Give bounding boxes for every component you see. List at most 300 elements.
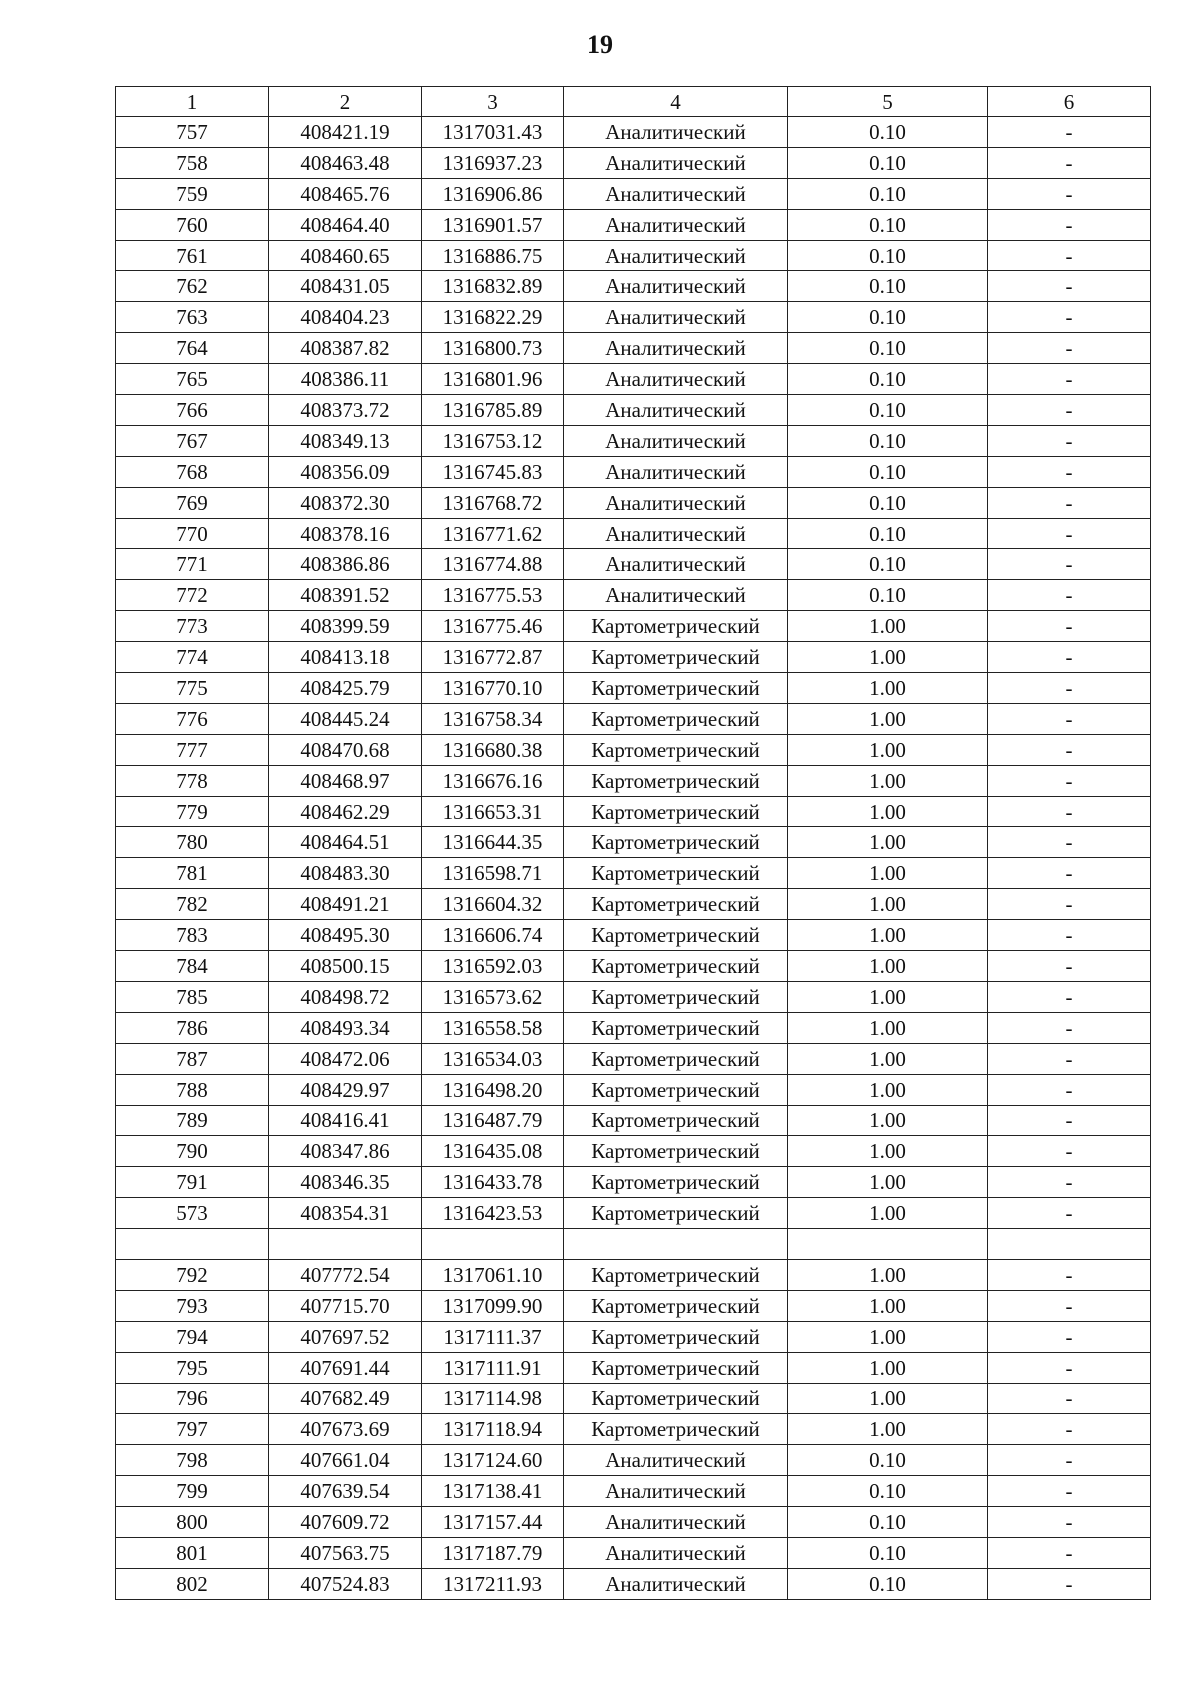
cell-method: Картометрический: [564, 858, 788, 889]
cell-point-number: 797: [116, 1414, 269, 1445]
cell-accuracy: 1.00: [788, 1198, 988, 1229]
cell-coord-y: 1316433.78: [422, 1167, 564, 1198]
cell-method: Аналитический: [564, 1476, 788, 1507]
cell-point-number: 759: [116, 178, 269, 209]
cell-coord-x: 408445.24: [269, 703, 422, 734]
cell-accuracy: 1.00: [788, 796, 988, 827]
cell-coord-x: 407691.44: [269, 1352, 422, 1383]
header-cell-5: 5: [788, 87, 988, 117]
table-row: [116, 889, 1151, 920]
cell-note: -: [988, 302, 1151, 333]
cell-note: -: [988, 1383, 1151, 1414]
cell-note: -: [988, 1198, 1151, 1229]
cell-coord-x: 408465.76: [269, 178, 422, 209]
cell-coord-x: 408425.79: [269, 673, 422, 704]
cell-method: Аналитический: [564, 395, 788, 426]
cell-coord-y: 1316901.57: [422, 209, 564, 240]
cell-point-number: 764: [116, 333, 269, 364]
cell-coord-y: 1316906.86: [422, 178, 564, 209]
cell-method: Картометрический: [564, 1198, 788, 1229]
cell-coord-x: 408372.30: [269, 487, 422, 518]
cell-note: -: [988, 1507, 1151, 1538]
cell-point-number: 788: [116, 1074, 269, 1105]
cell-point-number: 573: [116, 1198, 269, 1229]
table-row: [116, 734, 1151, 765]
cell-point-number: 782: [116, 889, 269, 920]
header-cell-4: 4: [564, 87, 788, 117]
cell-note: -: [988, 456, 1151, 487]
cell-accuracy: 1.00: [788, 1414, 988, 1445]
cell-coord-y: 1316785.89: [422, 395, 564, 426]
cell-coord-y: 1316604.32: [422, 889, 564, 920]
table-row: [116, 1445, 1151, 1476]
cell-accuracy: 0.10: [788, 456, 988, 487]
cell-point-number: 762: [116, 271, 269, 302]
cell-accuracy: 1.00: [788, 1321, 988, 1352]
cell-coord-y: 1317157.44: [422, 1507, 564, 1538]
cell-method: Картометрический: [564, 673, 788, 704]
cell-note: [988, 1229, 1151, 1260]
cell-note: -: [988, 487, 1151, 518]
cell-note: -: [988, 765, 1151, 796]
table-row: [116, 117, 1151, 148]
cell-method: Аналитический: [564, 456, 788, 487]
cell-method: Картометрический: [564, 981, 788, 1012]
table-row: [116, 1321, 1151, 1352]
table-row: [116, 673, 1151, 704]
cell-coord-y: 1316832.89: [422, 271, 564, 302]
cell-point-number: 794: [116, 1321, 269, 1352]
cell-note: -: [988, 611, 1151, 642]
cell-coord-y: 1316598.71: [422, 858, 564, 889]
cell-point-number: 768: [116, 456, 269, 487]
cell-coord-y: 1316435.08: [422, 1136, 564, 1167]
table-row: [116, 1198, 1151, 1229]
cell-method: Аналитический: [564, 1445, 788, 1476]
cell-accuracy: 1.00: [788, 1105, 988, 1136]
cell-coord-x: 407661.04: [269, 1445, 422, 1476]
cell-method: Аналитический: [564, 117, 788, 148]
cell-method: Аналитический: [564, 271, 788, 302]
cell-point-number: 771: [116, 549, 269, 580]
cell-method: Картометрический: [564, 1074, 788, 1105]
cell-note: -: [988, 1136, 1151, 1167]
cell-accuracy: 1.00: [788, 642, 988, 673]
cell-coord-y: 1316774.88: [422, 549, 564, 580]
cell-coord-y: 1317111.37: [422, 1321, 564, 1352]
cell-accuracy: 0.10: [788, 518, 988, 549]
cell-coord-x: 407682.49: [269, 1383, 422, 1414]
table-row: [116, 240, 1151, 271]
cell-accuracy: 1.00: [788, 1012, 988, 1043]
cell-point-number: 781: [116, 858, 269, 889]
cell-note: -: [988, 1352, 1151, 1383]
cell-accuracy: 0.10: [788, 1507, 988, 1538]
cell-coord-x: 408460.65: [269, 240, 422, 271]
cell-coord-y: 1316886.75: [422, 240, 564, 271]
cell-method: Картометрический: [564, 1321, 788, 1352]
cell-coord-x: 408464.51: [269, 827, 422, 858]
cell-coord-y: 1317099.90: [422, 1290, 564, 1321]
cell-coord-y: 1316573.62: [422, 981, 564, 1012]
cell-accuracy: 1.00: [788, 1352, 988, 1383]
table-row: [116, 364, 1151, 395]
table-row: [116, 487, 1151, 518]
table-row: [116, 271, 1151, 302]
cell-accuracy: 1.00: [788, 858, 988, 889]
cell-point-number: 767: [116, 425, 269, 456]
cell-coord-y: 1316558.58: [422, 1012, 564, 1043]
cell-method: Картометрический: [564, 1105, 788, 1136]
cell-method: Картометрический: [564, 889, 788, 920]
cell-method: Аналитический: [564, 178, 788, 209]
cell-coord-x: 408431.05: [269, 271, 422, 302]
table-row: [116, 1507, 1151, 1538]
cell-coord-x: 408378.16: [269, 518, 422, 549]
cell-accuracy: 0.10: [788, 1537, 988, 1568]
cell-coord-x: 408399.59: [269, 611, 422, 642]
cell-method: Картометрический: [564, 1352, 788, 1383]
cell-coord-x: 408468.97: [269, 765, 422, 796]
cell-coord-y: 1316800.73: [422, 333, 564, 364]
cell-method: Аналитический: [564, 580, 788, 611]
cell-coord-x: 407697.52: [269, 1321, 422, 1352]
cell-accuracy: 1.00: [788, 734, 988, 765]
cell-coord-x: 408421.19: [269, 117, 422, 148]
cell-coord-y: 1316937.23: [422, 147, 564, 178]
header-cell-6: 6: [988, 87, 1151, 117]
cell-note: -: [988, 1414, 1151, 1445]
cell-method: Картометрический: [564, 1167, 788, 1198]
coordinates-table: [115, 86, 1151, 1600]
cell-accuracy: 0.10: [788, 1445, 988, 1476]
cell-coord-x: 408349.13: [269, 425, 422, 456]
cell-coord-x: 408387.82: [269, 333, 422, 364]
cell-point-number: 769: [116, 487, 269, 518]
table-row: [116, 1568, 1151, 1599]
cell-accuracy: 0.10: [788, 178, 988, 209]
cell-method: Аналитический: [564, 487, 788, 518]
cell-accuracy: 1.00: [788, 1259, 988, 1290]
cell-coord-x: 408413.18: [269, 642, 422, 673]
cell-note: -: [988, 1167, 1151, 1198]
cell-note: -: [988, 425, 1151, 456]
cell-coord-x: 408495.30: [269, 920, 422, 951]
cell-accuracy: 1.00: [788, 765, 988, 796]
cell-accuracy: 0.10: [788, 333, 988, 364]
cell-method: Аналитический: [564, 549, 788, 580]
cell-accuracy: 0.10: [788, 1476, 988, 1507]
cell-method: Картометрический: [564, 1012, 788, 1043]
cell-point-number: 787: [116, 1043, 269, 1074]
cell-coord-y: 1316768.72: [422, 487, 564, 518]
cell-coord-x: 408472.06: [269, 1043, 422, 1074]
table-row: [116, 333, 1151, 364]
cell-method: Картометрический: [564, 1043, 788, 1074]
header-cell-3: 3: [422, 87, 564, 117]
cell-accuracy: 0.10: [788, 425, 988, 456]
header-cell-2: 2: [269, 87, 422, 117]
table-row: [116, 1383, 1151, 1414]
cell-accuracy: 0.10: [788, 302, 988, 333]
table-row: [116, 1259, 1151, 1290]
cell-accuracy: 0.10: [788, 1568, 988, 1599]
cell-method: Картометрический: [564, 765, 788, 796]
cell-point-number: 791: [116, 1167, 269, 1198]
cell-method: Аналитический: [564, 302, 788, 333]
cell-accuracy: 1.00: [788, 889, 988, 920]
cell-note: -: [988, 981, 1151, 1012]
cell-coord-x: 408416.41: [269, 1105, 422, 1136]
cell-point-number: 784: [116, 951, 269, 982]
cell-accuracy: 1.00: [788, 1167, 988, 1198]
cell-coord-y: 1316772.87: [422, 642, 564, 673]
table-row: [116, 858, 1151, 889]
cell-note: -: [988, 271, 1151, 302]
cell-accuracy: 1.00: [788, 611, 988, 642]
table-row: [116, 951, 1151, 982]
cell-method: Картометрический: [564, 1383, 788, 1414]
cell-note: -: [988, 1105, 1151, 1136]
table-row: [116, 1074, 1151, 1105]
cell-note: -: [988, 827, 1151, 858]
cell-coord-y: 1316770.10: [422, 673, 564, 704]
cell-note: -: [988, 1290, 1151, 1321]
cell-method: [564, 1229, 788, 1260]
cell-point-number: 786: [116, 1012, 269, 1043]
table-row: [116, 1414, 1151, 1445]
cell-point-number: 765: [116, 364, 269, 395]
cell-method: Аналитический: [564, 1568, 788, 1599]
cell-coord-y: 1317111.91: [422, 1352, 564, 1383]
cell-note: -: [988, 858, 1151, 889]
cell-coord-y: 1316676.16: [422, 765, 564, 796]
cell-accuracy: 0.10: [788, 395, 988, 426]
cell-coord-x: 408500.15: [269, 951, 422, 982]
cell-coord-x: 407563.75: [269, 1537, 422, 1568]
cell-point-number: 801: [116, 1537, 269, 1568]
cell-point-number: 796: [116, 1383, 269, 1414]
cell-accuracy: 0.10: [788, 271, 988, 302]
cell-point-number: 778: [116, 765, 269, 796]
cell-method: Картометрический: [564, 611, 788, 642]
cell-coord-x: 408346.35: [269, 1167, 422, 1198]
cell-accuracy: 1.00: [788, 981, 988, 1012]
cell-method: Картометрический: [564, 951, 788, 982]
cell-accuracy: 1.00: [788, 920, 988, 951]
table-row: [116, 642, 1151, 673]
cell-method: Картометрический: [564, 1259, 788, 1290]
table-row: [116, 209, 1151, 240]
cell-note: -: [988, 1074, 1151, 1105]
cell-method: Аналитический: [564, 1537, 788, 1568]
cell-method: Аналитический: [564, 425, 788, 456]
cell-coord-x: [269, 1229, 422, 1260]
cell-coord-y: 1316822.29: [422, 302, 564, 333]
table-row: [116, 611, 1151, 642]
cell-point-number: 770: [116, 518, 269, 549]
cell-point-number: 793: [116, 1290, 269, 1321]
table-row: [116, 1012, 1151, 1043]
cell-accuracy: 1.00: [788, 703, 988, 734]
table-row: [116, 456, 1151, 487]
cell-note: -: [988, 1537, 1151, 1568]
cell-method: Картометрический: [564, 642, 788, 673]
cell-note: -: [988, 673, 1151, 704]
table-row: [116, 1043, 1151, 1074]
table-row: [116, 703, 1151, 734]
cell-coord-x: 407639.54: [269, 1476, 422, 1507]
cell-coord-x: 408386.86: [269, 549, 422, 580]
cell-point-number: 777: [116, 734, 269, 765]
cell-accuracy: [788, 1229, 988, 1260]
page-number: 19: [587, 30, 613, 59]
table-row: [116, 178, 1151, 209]
table-row: [116, 981, 1151, 1012]
cell-method: Аналитический: [564, 1507, 788, 1538]
cell-point-number: 776: [116, 703, 269, 734]
cell-point-number: 758: [116, 147, 269, 178]
cell-coord-x: 407673.69: [269, 1414, 422, 1445]
cell-note: -: [988, 796, 1151, 827]
cell-accuracy: 1.00: [788, 1136, 988, 1167]
cell-point-number: 800: [116, 1507, 269, 1538]
cell-note: -: [988, 395, 1151, 426]
cell-note: -: [988, 920, 1151, 951]
cell-coord-x: 408356.09: [269, 456, 422, 487]
table-row: [116, 425, 1151, 456]
cell-point-number: 789: [116, 1105, 269, 1136]
cell-note: -: [988, 178, 1151, 209]
cell-coord-x: 408347.86: [269, 1136, 422, 1167]
cell-accuracy: 0.10: [788, 487, 988, 518]
table-row: [116, 549, 1151, 580]
table-row: [116, 1352, 1151, 1383]
cell-note: -: [988, 147, 1151, 178]
cell-coord-x: 408386.11: [269, 364, 422, 395]
cell-method: Картометрический: [564, 734, 788, 765]
cell-coord-x: 408404.23: [269, 302, 422, 333]
cell-coord-y: 1316775.53: [422, 580, 564, 611]
table-row: [116, 518, 1151, 549]
cell-coord-x: 408354.31: [269, 1198, 422, 1229]
cell-point-number: 757: [116, 117, 269, 148]
cell-coord-y: 1317124.60: [422, 1445, 564, 1476]
table-header-row: [116, 87, 1151, 117]
cell-note: -: [988, 1321, 1151, 1352]
cell-note: -: [988, 518, 1151, 549]
cell-accuracy: 1.00: [788, 1074, 988, 1105]
cell-coord-x: 408429.97: [269, 1074, 422, 1105]
cell-coord-y: 1316680.38: [422, 734, 564, 765]
table-row: [116, 580, 1151, 611]
cell-accuracy: 1.00: [788, 1043, 988, 1074]
cell-coord-y: 1316592.03: [422, 951, 564, 982]
table-row: [116, 147, 1151, 178]
cell-accuracy: 0.10: [788, 209, 988, 240]
cell-method: Аналитический: [564, 240, 788, 271]
cell-note: -: [988, 209, 1151, 240]
table-body: [116, 117, 1151, 1600]
table-row: [116, 827, 1151, 858]
cell-coord-y: 1317118.94: [422, 1414, 564, 1445]
table-row: [116, 1105, 1151, 1136]
cell-coord-x: 407772.54: [269, 1259, 422, 1290]
cell-note: -: [988, 580, 1151, 611]
cell-coord-y: 1316534.03: [422, 1043, 564, 1074]
cell-note: -: [988, 642, 1151, 673]
table-row: [116, 796, 1151, 827]
cell-note: -: [988, 1043, 1151, 1074]
cell-point-number: 780: [116, 827, 269, 858]
cell-coord-x: 407715.70: [269, 1290, 422, 1321]
cell-point-number: 766: [116, 395, 269, 426]
cell-coord-x: 408493.34: [269, 1012, 422, 1043]
cell-accuracy: 1.00: [788, 827, 988, 858]
table-row: [116, 1476, 1151, 1507]
cell-note: -: [988, 549, 1151, 580]
cell-note: -: [988, 364, 1151, 395]
cell-coord-y: 1316801.96: [422, 364, 564, 395]
cell-note: -: [988, 1568, 1151, 1599]
cell-point-number: 774: [116, 642, 269, 673]
header-cell-1: 1: [116, 87, 269, 117]
cell-method: Аналитический: [564, 333, 788, 364]
cell-method: Аналитический: [564, 364, 788, 395]
cell-accuracy: 0.10: [788, 549, 988, 580]
table-row: [116, 395, 1151, 426]
table-row: [116, 302, 1151, 333]
table-row: [116, 1229, 1151, 1260]
cell-coord-x: 408483.30: [269, 858, 422, 889]
cell-note: -: [988, 1445, 1151, 1476]
cell-method: Картометрический: [564, 703, 788, 734]
cell-accuracy: 0.10: [788, 117, 988, 148]
cell-note: -: [988, 240, 1151, 271]
cell-coord-y: 1317031.43: [422, 117, 564, 148]
cell-coord-x: 407524.83: [269, 1568, 422, 1599]
cell-method: Картометрический: [564, 1414, 788, 1445]
cell-method: Картометрический: [564, 796, 788, 827]
table-row: [116, 1167, 1151, 1198]
cell-note: -: [988, 951, 1151, 982]
cell-coord-x: 408462.29: [269, 796, 422, 827]
cell-coord-y: 1317138.41: [422, 1476, 564, 1507]
cell-coord-y: 1316498.20: [422, 1074, 564, 1105]
cell-point-number: 785: [116, 981, 269, 1012]
cell-point-number: 802: [116, 1568, 269, 1599]
cell-note: -: [988, 703, 1151, 734]
cell-method: Картометрический: [564, 1136, 788, 1167]
cell-note: -: [988, 734, 1151, 765]
cell-coord-y: [422, 1229, 564, 1260]
cell-coord-x: 408464.40: [269, 209, 422, 240]
cell-point-number: 775: [116, 673, 269, 704]
cell-accuracy: 1.00: [788, 1290, 988, 1321]
cell-method: Аналитический: [564, 209, 788, 240]
cell-accuracy: 1.00: [788, 951, 988, 982]
cell-coord-x: 408491.21: [269, 889, 422, 920]
cell-coord-y: 1317187.79: [422, 1537, 564, 1568]
cell-point-number: 779: [116, 796, 269, 827]
cell-note: -: [988, 1012, 1151, 1043]
cell-method: Аналитический: [564, 518, 788, 549]
cell-coord-y: 1316753.12: [422, 425, 564, 456]
cell-point-number: 790: [116, 1136, 269, 1167]
cell-coord-x: 407609.72: [269, 1507, 422, 1538]
cell-coord-y: 1317114.98: [422, 1383, 564, 1414]
table-row: [116, 765, 1151, 796]
